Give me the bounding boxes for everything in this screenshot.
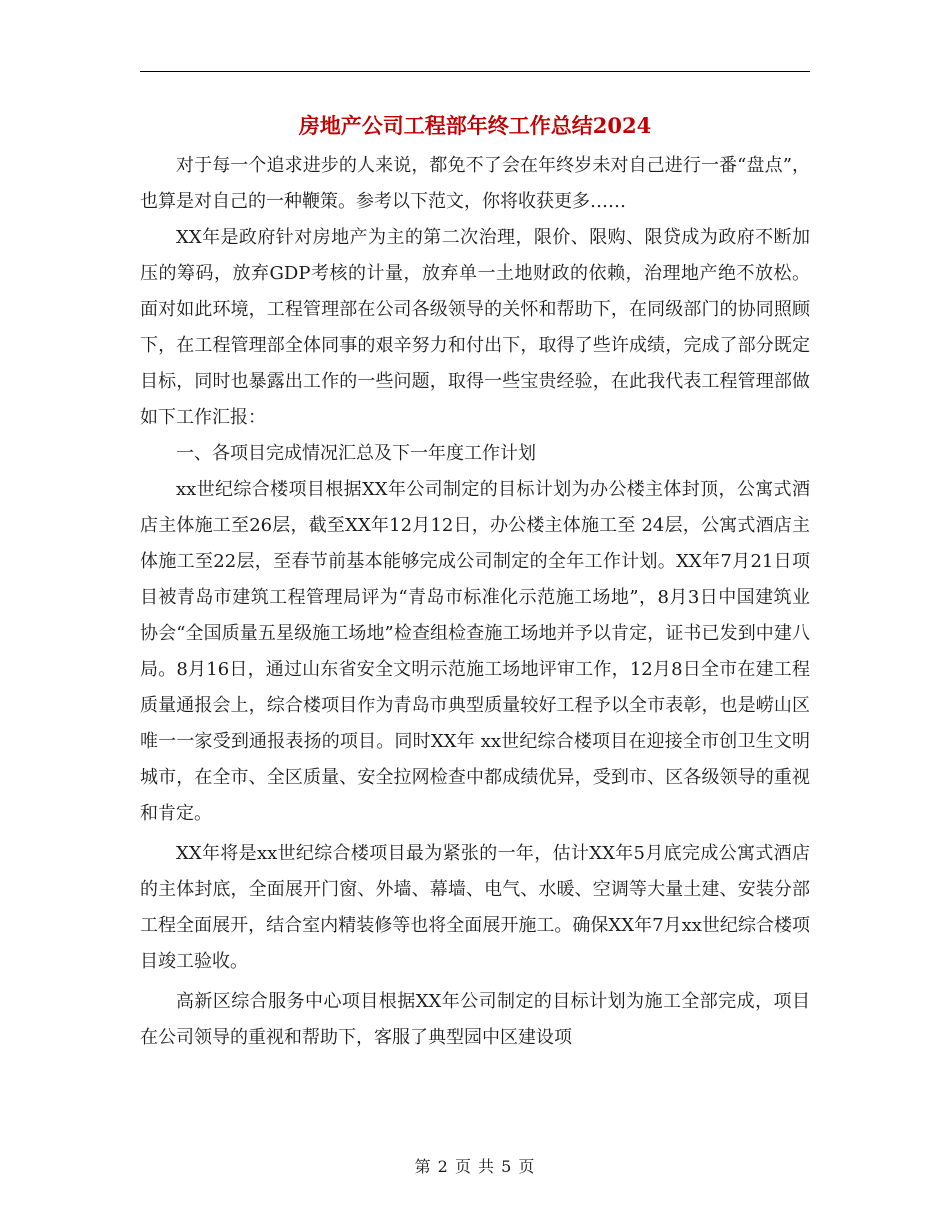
document-body [140,148,810,1056]
section-heading: 一、各项目完成情况汇总及下一年度工作计划 [176,443,536,464]
header-rule [140,71,810,72]
paragraph-background: XX年是政府针对房地产为主的第二次治理，限价、限购、限贷成为政府不断加压的筹码，放弃GDP考核的计量，放弃单一土地财政的依赖，治理地产绝不放松。面对如此环境，工程管理部在公司各级领导的关怀和帮助下，在同级部门的协同照顾下，在工程管理部全体同事的艰辛努力和付出下，取得了些许成绩，完成了部分既定目标，同时也暴露出工作的一些问题，取得一些宝贵经验，在此我代表工程管理部做如下工作汇报： [140,227,810,428]
document-title: 房地产公司工程部年终工作总结2024 [298,113,652,138]
paragraph-service-center: 高新区综合服务中心项目根据XX年公司制定的目标计划为施工全部完成，项目在公司领导的重视和帮助下，客服了典型园中区建设项 [140,991,810,1048]
paragraph-project-progress: xx世纪综合楼项目根据XX年公司制定的目标计划为办公楼主体封顶，公寓式酒店主体施工至26层，截至XX年12月12日，办公楼主体施工至 24层，公寓式酒店主体施工至22层，至春节前基本能够完成公司制定的全年工作计划。XX年7月21日项目被青岛市建筑工程管理局评为“青岛市标准化示范施工场地”，8月3日中国建筑业协会“全国质量五星级施工场地”检查组检查施工场地并予以肯定，证书已发到中建八局。8月16日，通过山东省安全文明示范施工场地评审工作，12月8日全市在建工程质量通报会上，综合楼项目作为青岛市典型质量较好工程予以全市表彰，也是崂山区唯一一家受到通报表扬的项目。同时XX年 xx世纪综合楼项目在迎接全市创卫生文明城市，在全市、全区质量、安全拉网检查中都成绩优异，受到市、区各级领导的重视和肯定。 [140,479,810,824]
page-footer: 第 2 页 共 5 页 [414,1157,536,1176]
paragraph-intro: 对于每一个追求进步的人来说，都免不了会在年终岁未对自己进行一番“盘点”，也算是对自己的一种鞭策。参考以下范文，你将收获更多…… [140,155,810,212]
paragraph-next-year-plan: XX年将是xx世纪综合楼项目最为紧张的一年，估计XX年5月底完成公寓式酒店的主体封底，全面展开门窗、外墙、幕墙、电气、水暖、空调等大量土建、安装分部工程全面展开，结合室内精装修等也将全面展开施工。确保XX年7月xx世纪综合楼项目竣工验收。 [140,843,810,972]
